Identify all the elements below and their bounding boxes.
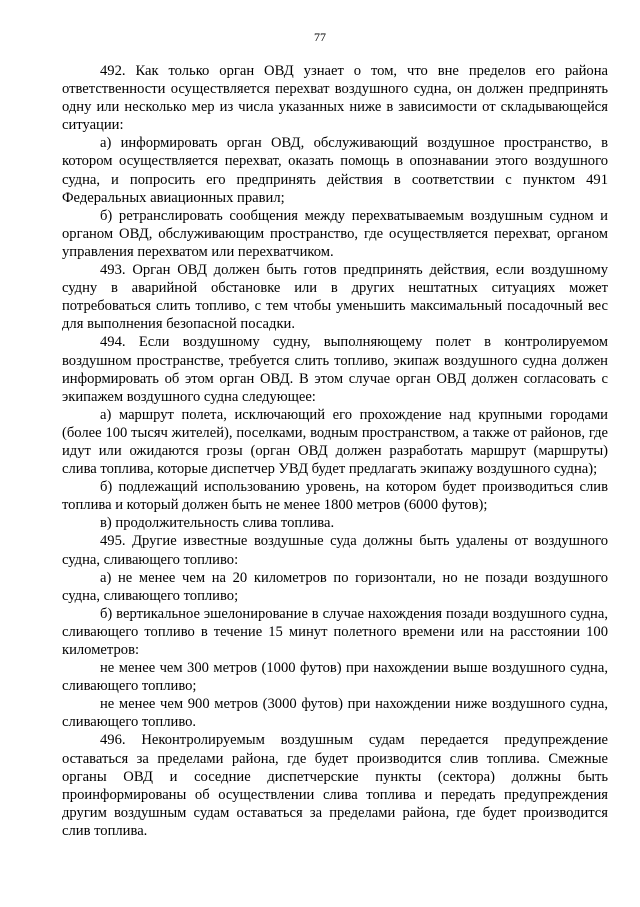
paragraph-494-b: б) подлежащий использованию уровень, на котором будет производиться слив топлива и который должен быть не менее 1800 метров (6000 футов); (62, 479, 608, 514)
paragraph-495-b-below: не менее чем 900 метров (3000 футов) при нахождении ниже воздушного судна, сливающего топливо. (62, 696, 608, 731)
paragraph-494-c: в) продолжительность слива топлива. (100, 515, 335, 532)
paragraph-495: 495. Другие известные воздушные суда должны быть удалены от воздушного судна, сливающего топливо: (62, 533, 608, 568)
document-body (62, 62, 608, 840)
paragraph-492: 492. Как только орган ОВД узнает о том, что вне пределов его района ответственности осуществляется перехват воздушного судна, он должен предпринять одну или несколько мер из числа указанных ниже в зависимости от складывающейся ситуации: (62, 63, 608, 134)
paragraph-495-b: б) вертикальное эшелонирование в случае нахождения позади воздушного судна, сливающего топливо в течение 15 минут полетного времени или на расстоянии 100 километров: (62, 605, 608, 658)
paragraph-495-a: а) не менее чем на 20 километров по горизонтали, но не позади воздушного судна, сливающего топливо; (62, 569, 608, 604)
paragraph-493: 493. Орган ОВД должен быть готов предпринять действия, если воздушному судну в аварийной обстановке или в других нештатных ситуациях может потребоваться слить топливо, с тем чтобы уменьшить максимальный посадочный вес для выполнения безопасной посадки. (62, 262, 608, 333)
paragraph-495-b-above: не менее чем 300 метров (1000 футов) при нахождении выше воздушного судна, сливающего топливо; (62, 660, 608, 695)
paragraph-494: 494. Если воздушному судну, выполняющему полет в контролируемом воздушном пространстве, требуется слить топливо, экипаж воздушного судна должен информировать об этом орган ОВД. В этом случае орган ОВД должен согласовать с экипажем воздушного судна следующее: (62, 334, 608, 405)
paragraph-496: 496. Неконтролируемым воздушным судам передается предупреждение оставаться за пределами района, где будет производится слив топлива. Смежные органы ОВД и соседние диспетчерские пункты (сектора) должны быть проинформированы об осуществлении слива топлива и передать предупреждения другим воздушным судам оставаться за пределами района, где будет производится слив топлива. (62, 732, 608, 839)
paragraph-494-a: а) маршрут полета, исключающий его прохождение над крупными городами (более 100 тысяч жителей), поселками, водным пространством, а также от районов, где идут или ожидаются грозы (орган ОВД должен разработать маршрут (маршруты) слива топлива, которые диспетчер УВД будет предлагать экипажу воздушного судна); (62, 406, 608, 478)
paragraph-492-b: б) ретранслировать сообщения между перехватываемым воздушным судном и органом ОВД, обслуживающим пространство, где осуществляется перехват, органом управления перехватом или перехватчиком. (62, 207, 608, 260)
page-number: 77 (314, 30, 326, 44)
paragraph-492-a: а) информировать орган ОВД, обслуживающий воздушное пространство, в котором осуществляется перехват, оказать помощь в опознавании этого воздушного судна, и попросить его предпринять действия в соответствии с пунктом 491 Федеральных авиационных правил; (62, 135, 608, 206)
